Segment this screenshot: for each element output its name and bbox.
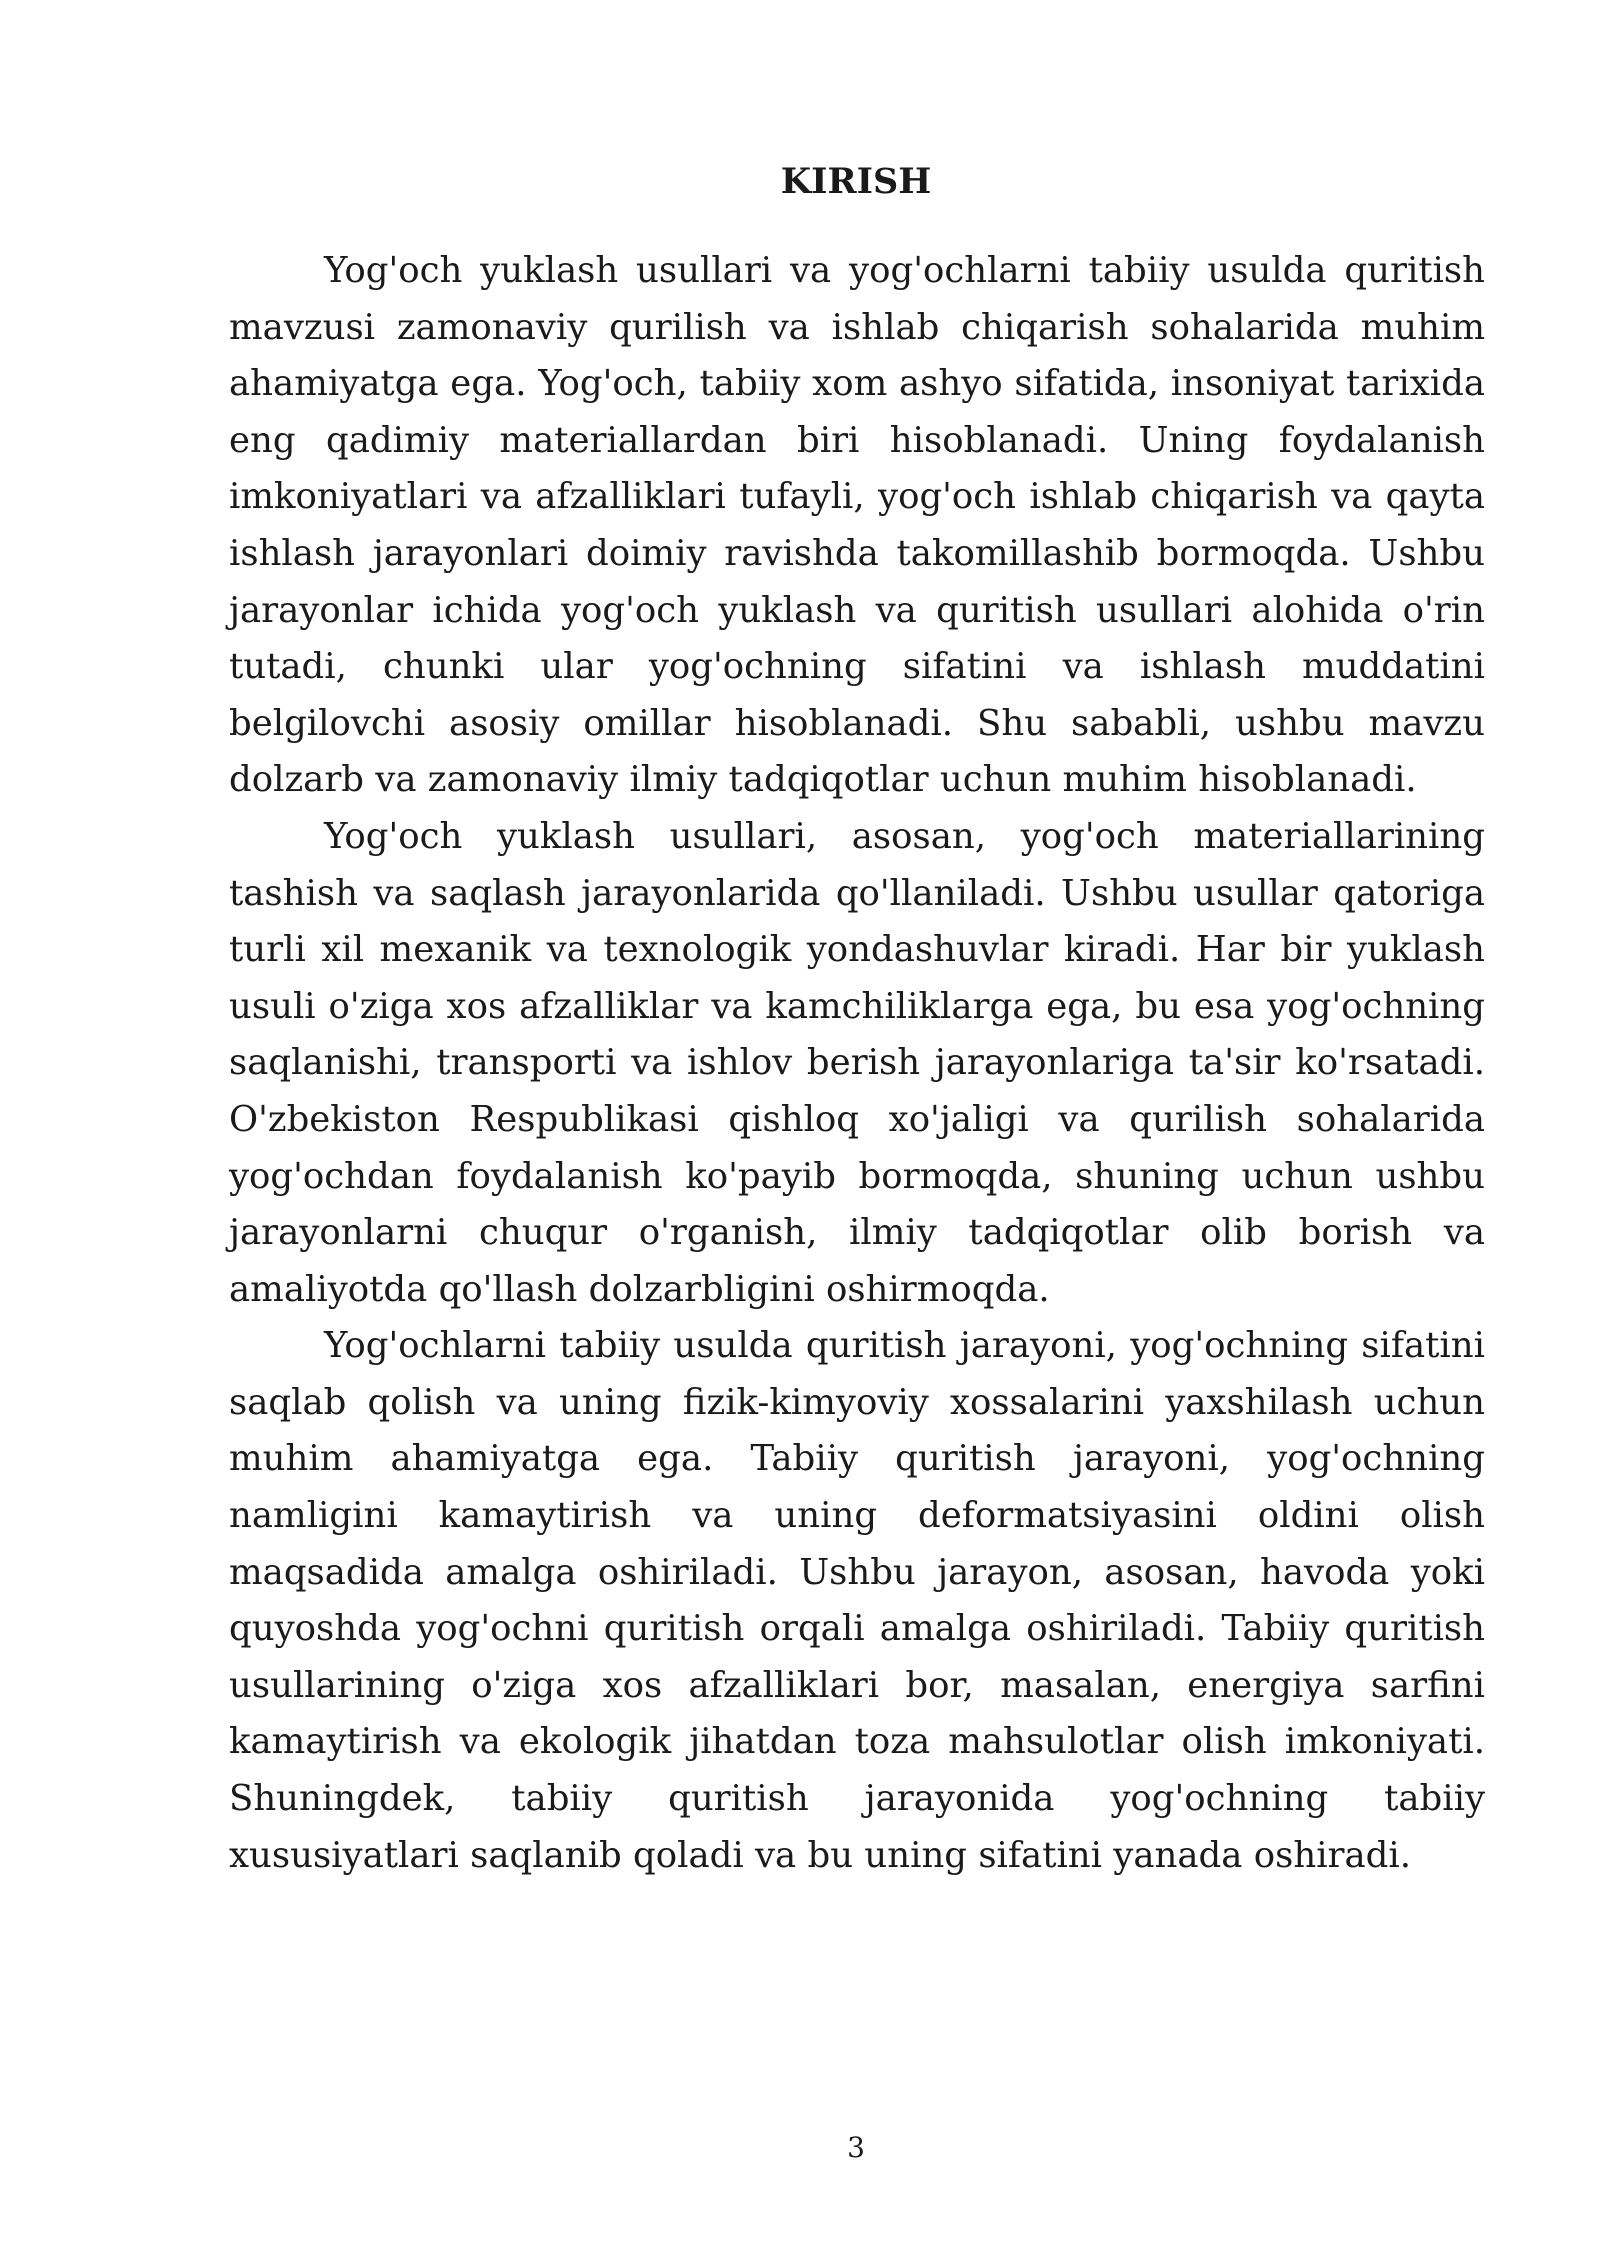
paragraph-1: Yog'och yuklash usullari va yog'ochlarni tabiiy usulda quritish mavzusi zamonaviy qurilish va ishlab chiqarish sohalarida muhim ahamiyatga ega. Yog'och, tabiiy xom ashyo sifatida, insoniyat tarixida eng qadimiy materiallardan biri hisoblanadi. Uning foydalanish imkoniyatlari va afzalliklari tufayli, yog'och ishlab chiqarish va qayta ishlash jarayonlari doimiy ravishda takomillashib bormoqda. Ushbu jarayonlar ichida yog'och yuklash va quritish usullari alohida o'rin tutadi, chunki ular yog'ochning sifatini va ishlash muddatini belgilovchi asosiy omillar hisoblanadi. Shu sababli, ushbu mavzu dolzarb va zamonaviy ilmiy tadqiqotlar uchun muhim hisoblanadi. xyxy=(229,250,1485,801)
page-title: KIRISH xyxy=(780,161,932,202)
paragraph-3: Yog'ochlarni tabiiy usulda quritish jarayoni, yog'ochning sifatini saqlab qolish va uning fizik-kimyoviy xossalarini yaxshilash uchun muhim ahamiyatga ega. Tabiiy quritish jarayoni, yog'ochning namligini kamaytirish va uning deformatsiyasini oldini olish maqsadida amalga oshiriladi. Ushbu jarayon, asosan, havoda yoki quyoshda yog'ochni quritish orqali amalga oshiriladi. Tabiiy quritish usullarining o'ziga xos afzalliklari bor, masalan, energiya sarfini kamaytirish va ekologik jihatdan toza mahsulotlar olish imkoniyati. Shuningdek, tabiiy quritish jarayonida yog'ochning tabiiy xususiyatlari saqlanib qoladi va bu uning sifatini yanada oshiradi. xyxy=(229,1325,1485,1876)
body-text xyxy=(229,243,1485,1884)
paragraph-2: Yog'och yuklash usullari, asosan, yog'och materiallarining tashish va saqlash jarayonlarida qo'llaniladi. Ushbu usullar qatoriga turli xil mexanik va texnologik yondashuvlar kiradi. Har bir yuklash usuli o'ziga xos afzalliklar va kamchiliklarga ega, bu esa yog'ochning saqlanishi, transporti va ishlov berish jarayonlariga ta'sir ko'rsatadi. O'zbekiston Respublikasi qishloq xo'jaligi va qurilish sohalarida yog'ochdan foydalanish ko'payib bormoqda, shuning uchun ushbu jarayonlarni chuqur o'rganish, ilmiy tadqiqotlar olib borish va amaliyotda qo'llash dolzarbligini oshirmoqda. xyxy=(229,815,1485,1310)
page-number: 3 xyxy=(847,2131,865,2164)
